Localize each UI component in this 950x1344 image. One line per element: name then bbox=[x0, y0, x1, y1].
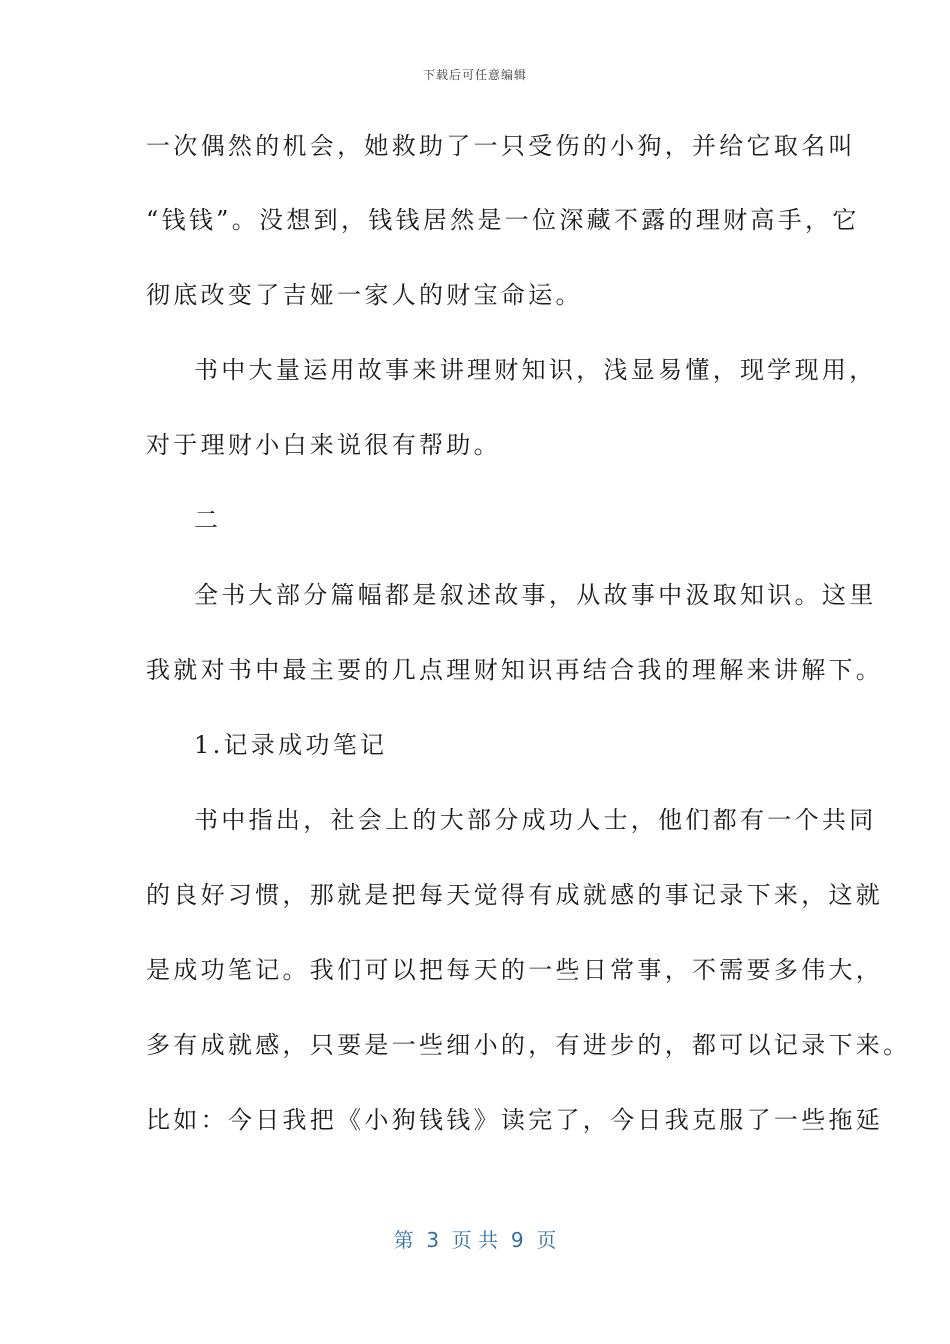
section-heading: 二 bbox=[194, 506, 222, 534]
paragraph-line: 书中指出，社会上的大部分成功人士，他们都有一个共同 bbox=[194, 806, 877, 834]
page-header: 下载后可任意编辑 bbox=[422, 68, 527, 82]
subsection-heading: 1.记录成功笔记 bbox=[194, 731, 388, 759]
paragraph-line: “钱钱”。没想到，钱钱居然是一位深藏不露的理财高手，它 bbox=[146, 206, 860, 234]
page-footer: 第 3 页 共 9 页 bbox=[393, 1228, 557, 1252]
paragraph-line: 全书大部分篇幅都是叙述故事，从故事中汲取知识。这里 bbox=[194, 581, 877, 609]
paragraph-line: 比如：今日我把《小狗钱钱》读完了，今日我克服了一些拖延 bbox=[146, 1106, 884, 1134]
paragraph-line: 的良好习惯，那就是把每天觉得有成就感的事记录下来，这就 bbox=[146, 881, 884, 909]
paragraph-line: 是成功笔记。我们可以把每天的一些日常事，不需要多伟大， bbox=[146, 956, 884, 984]
paragraph-line: 书中大量运用故事来讲理财知识，浅显易懂，现学现用， bbox=[194, 356, 877, 384]
paragraph-line: 对于理财小白来说很有帮助。 bbox=[146, 431, 501, 459]
paragraph-line: 彻底改变了吉娅一家人的财宝命运。 bbox=[146, 281, 583, 309]
paragraph-line: 一次偶然的机会，她救助了一只受伤的小狗，并给它取名叫 bbox=[146, 132, 856, 160]
paragraph-line: 我就对书中最主要的几点理财知识再结合我的理解来讲解下。 bbox=[146, 656, 884, 684]
paragraph-line: 多有成就感，只要是一些细小的，有进步的，都可以记录下来。 bbox=[146, 1031, 911, 1059]
